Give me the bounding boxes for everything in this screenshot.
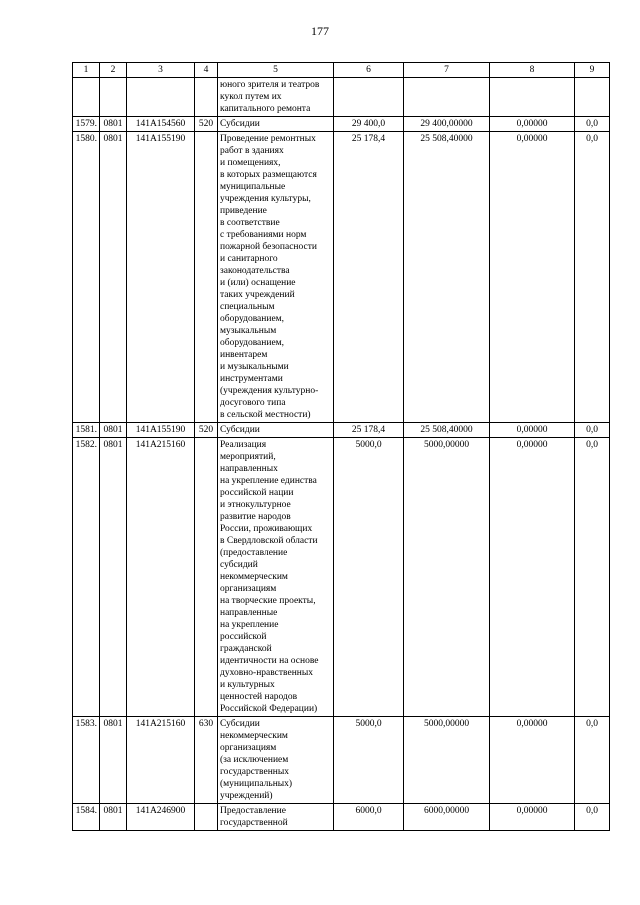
- item-name-line: России, проживающих: [220, 524, 313, 534]
- item-name-line: в которых размещаются: [220, 170, 317, 180]
- amount-col9-cell: 0,0: [575, 423, 610, 438]
- amount-col7-cell: 25 508,40000: [404, 132, 490, 423]
- section-code-cell: 0801: [100, 438, 127, 717]
- amount-col7-cell: 25 508,40000: [404, 423, 490, 438]
- amount-col9-cell: 0,0: [575, 804, 610, 831]
- item-name-line: идентичности на основе: [220, 656, 319, 666]
- item-name-line: пожарной безопасности: [220, 242, 317, 252]
- item-name-line: развитие народов: [220, 512, 291, 522]
- item-name-line: направленных: [220, 464, 278, 474]
- item-name-line: Проведение ремонтных: [220, 134, 316, 144]
- item-name-line: некоммерческим: [220, 731, 288, 741]
- item-name-line: государственной: [220, 818, 288, 828]
- table-row: [73, 132, 610, 423]
- section-code-cell: 0801: [100, 132, 127, 423]
- amount-col8-cell: 0,00000: [490, 717, 575, 804]
- amount-col8-cell: 0,00000: [490, 132, 575, 423]
- expense-type-cell: 630: [195, 717, 218, 804]
- amount-col7-cell: 6000,00000: [404, 804, 490, 831]
- expense-type-cell: 520: [195, 117, 218, 132]
- item-name-line: направленные: [220, 608, 278, 618]
- amount-col6-cell: 25 178,4: [334, 132, 404, 423]
- expense-type-cell: [195, 438, 218, 717]
- column-header: 8: [490, 63, 575, 78]
- column-header: 3: [127, 63, 195, 78]
- item-name-line: специальным: [220, 302, 275, 312]
- row-number-cell: 1579.: [73, 117, 100, 132]
- amount-col6-cell: 6000,0: [334, 804, 404, 831]
- item-name-line: гражданской: [220, 644, 272, 654]
- row-number-cell: [73, 78, 100, 117]
- item-name-line: юного зрителя и театров: [220, 80, 320, 90]
- item-name-line: ценностей народов: [220, 692, 298, 702]
- amount-col9-cell: 0,0: [575, 717, 610, 804]
- amount-col6-cell: 5000,0: [334, 438, 404, 717]
- item-name-line: и этнокультурное: [220, 500, 291, 510]
- amount-col9-cell: 0,0: [575, 132, 610, 423]
- item-name-line: в сельской местности): [220, 410, 311, 420]
- item-name-line: инструментами: [220, 374, 283, 384]
- row-number-cell: 1581.: [73, 423, 100, 438]
- item-name-line: (предоставление: [220, 548, 288, 558]
- item-name-line: и санитарного: [220, 254, 278, 264]
- amount-col8-cell: 0,00000: [490, 423, 575, 438]
- item-name-line: муниципальные: [220, 182, 286, 192]
- item-name-line: в соответствие: [220, 218, 280, 228]
- item-name-line: организациям: [220, 743, 277, 753]
- section-code-cell: [100, 78, 127, 117]
- page-number: 177: [311, 24, 329, 38]
- item-name-cell: [218, 438, 334, 717]
- item-name-line: российской: [220, 632, 267, 642]
- item-name-line: Субсидии: [220, 119, 260, 129]
- table-body: [73, 78, 610, 831]
- amount-col6-cell: 5000,0: [334, 717, 404, 804]
- expense-type-cell: [195, 804, 218, 831]
- table-row: [73, 423, 610, 438]
- table-header-row: [73, 63, 610, 78]
- row-number-cell: 1584.: [73, 804, 100, 831]
- target-article-cell: 141A155190: [127, 132, 195, 423]
- item-name-line: и (или) оснащение: [220, 278, 296, 288]
- column-header: 5: [218, 63, 334, 78]
- target-article-cell: 141A215160: [127, 717, 195, 804]
- target-article-cell: 141A154560: [127, 117, 195, 132]
- item-name-cell: [218, 423, 334, 438]
- row-number-cell: 1583.: [73, 717, 100, 804]
- row-number-cell: 1580.: [73, 132, 100, 423]
- amount-col7-cell: 5000,00000: [404, 438, 490, 717]
- item-name-cell: [218, 717, 334, 804]
- expense-type-cell: 520: [195, 423, 218, 438]
- item-name-line: Субсидии: [220, 425, 260, 435]
- amount-col6-cell: 25 178,4: [334, 423, 404, 438]
- item-name-line: Субсидии: [220, 719, 260, 729]
- item-name-line: учреждения культуры,: [220, 194, 311, 204]
- column-header: 2: [100, 63, 127, 78]
- expense-type-cell: [195, 132, 218, 423]
- amount-col8-cell: [490, 78, 575, 117]
- item-name-line: (учреждения культурно-: [220, 386, 319, 396]
- amount-col8-cell: 0,00000: [490, 438, 575, 717]
- item-name-line: государственных: [220, 767, 290, 777]
- column-header: 4: [195, 63, 218, 78]
- section-code-cell: 0801: [100, 117, 127, 132]
- item-name-line: в Свердловской области: [220, 536, 318, 546]
- item-name-line: (за исключением: [220, 755, 289, 765]
- table-row: [73, 804, 610, 831]
- amount-col8-cell: 0,00000: [490, 804, 575, 831]
- amount-col6-cell: 29 400,0: [334, 117, 404, 132]
- section-code-cell: 0801: [100, 423, 127, 438]
- budget-table: [72, 62, 610, 831]
- item-name-line: мероприятий,: [220, 452, 276, 462]
- item-name-line: оборудованием,: [220, 314, 285, 324]
- item-name-line: Российской Федерации): [220, 704, 318, 714]
- item-name-line: (муниципальных): [220, 779, 293, 789]
- item-name-line: учреждений): [220, 791, 273, 801]
- item-name-line: субсидий: [220, 560, 258, 570]
- amount-col7-cell: [404, 78, 490, 117]
- table-row: [73, 438, 610, 717]
- column-header: 9: [575, 63, 610, 78]
- amount-col6-cell: [334, 78, 404, 117]
- section-code-cell: 0801: [100, 717, 127, 804]
- amount-col8-cell: 0,00000: [490, 117, 575, 132]
- table-row: [73, 117, 610, 132]
- item-name-line: Предоставление: [220, 806, 286, 816]
- amount-col7-cell: 29 400,00000: [404, 117, 490, 132]
- amount-col7-cell: 5000,00000: [404, 717, 490, 804]
- item-name-line: на укрепление: [220, 620, 279, 630]
- item-name-line: досугового типа: [220, 398, 286, 408]
- item-name-cell: [218, 117, 334, 132]
- target-article-cell: 141A246900: [127, 804, 195, 831]
- item-name-line: таких учреждений: [220, 290, 295, 300]
- item-name-line: с требованиями норм: [220, 230, 307, 240]
- item-name-line: и музыкальными: [220, 362, 289, 372]
- item-name-line: приведение: [220, 206, 267, 216]
- table-row: [73, 78, 610, 117]
- item-name-line: кукол путем их: [220, 92, 282, 102]
- item-name-line: на укрепление единства: [220, 476, 317, 486]
- item-name-line: инвентарем: [220, 350, 268, 360]
- item-name-line: российской нации: [220, 488, 294, 498]
- item-name-line: музыкальным: [220, 326, 277, 336]
- item-name-cell: [218, 78, 334, 117]
- column-header: 7: [404, 63, 490, 78]
- item-name-line: законодательства: [220, 266, 290, 276]
- item-name-line: капитального ремонта: [220, 104, 311, 114]
- item-name-line: организациям: [220, 584, 277, 594]
- item-name-line: и помещениях,: [220, 158, 281, 168]
- target-article-cell: 141A215160: [127, 438, 195, 717]
- amount-col9-cell: 0,0: [575, 117, 610, 132]
- expense-type-cell: [195, 78, 218, 117]
- row-number-cell: 1582.: [73, 438, 100, 717]
- section-code-cell: 0801: [100, 804, 127, 831]
- item-name-line: работ в зданиях: [220, 146, 284, 156]
- amount-col9-cell: [575, 78, 610, 117]
- item-name-cell: [218, 804, 334, 831]
- item-name-line: оборудованием,: [220, 338, 285, 348]
- amount-col9-cell: 0,0: [575, 438, 610, 717]
- table-row: [73, 717, 610, 804]
- item-name-line: Реализация: [220, 440, 267, 450]
- item-name-line: духовно-нравственных: [220, 668, 314, 678]
- item-name-line: и культурных: [220, 680, 275, 690]
- item-name-line: некоммерческим: [220, 572, 288, 582]
- target-article-cell: [127, 78, 195, 117]
- column-header: 1: [73, 63, 100, 78]
- item-name-cell: [218, 132, 334, 423]
- column-header: 6: [334, 63, 404, 78]
- item-name-line: на творческие проекты,: [220, 596, 316, 606]
- target-article-cell: 141A155190: [127, 423, 195, 438]
